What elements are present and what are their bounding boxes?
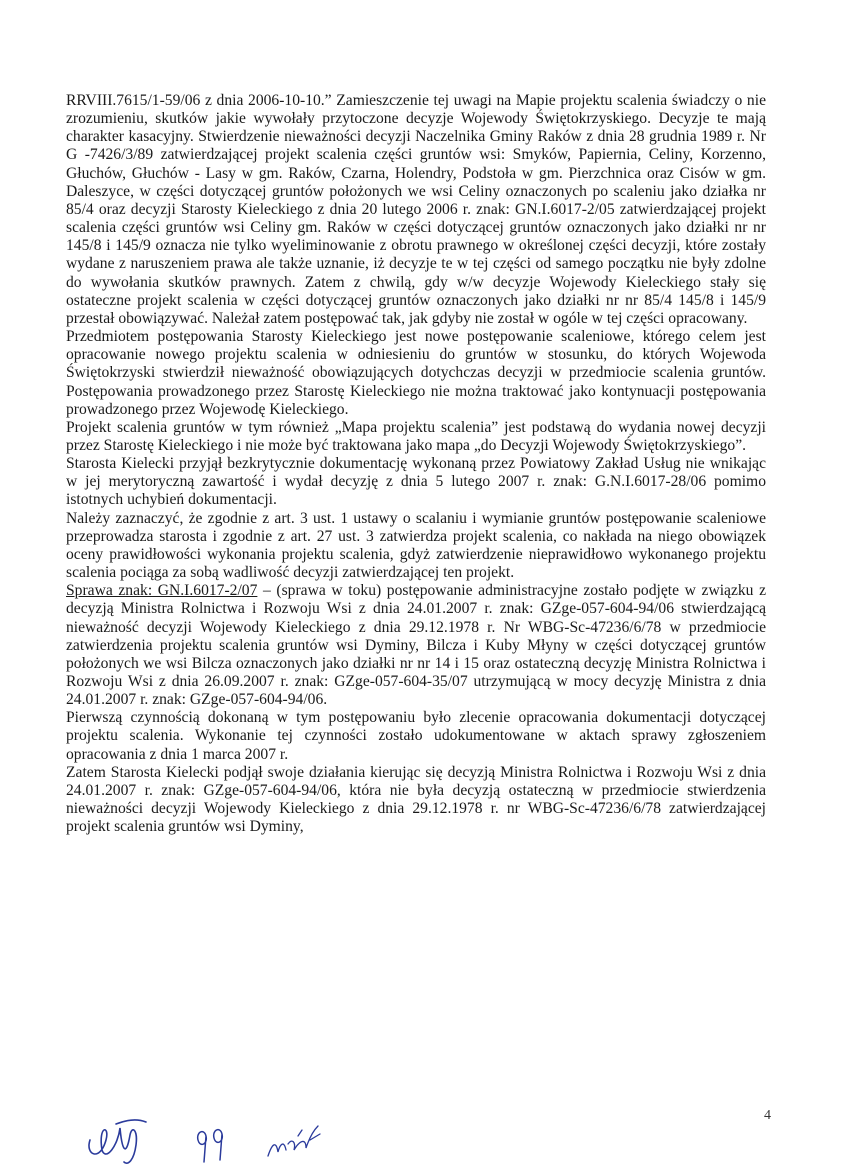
page-number: 4: [764, 1108, 771, 1123]
paragraph-6: [66, 582, 766, 709]
signature-3: [268, 1126, 320, 1156]
paragraph-3: Projekt scalenia gruntów w tym również „Mapa projektu scalenia” jest podstawą do wydania nowej decyzji przez Starostę Kieleckiego i nie może być traktowana jako mapa „do Decyzji Wojewody Świętokrzyskiego”.: [66, 418, 766, 454]
paragraph-8: Zatem Starosta Kielecki podjął swoje działania kierując się decyzją Ministra Rolnictwa i Rozwoju Wsi z dnia 24.01.2007 r. znak: GZge-057-604-94/06, która nie była decyzją ostateczną w przedmiocie stwierdzenia nieważności decyzji Wojewody Kieleckiego z dnia 29.12.1978 r. nr WBG-Sc-47236/6/78 zatwierdzającej projekt scalenia gruntów wsi Dyminy,: [66, 763, 766, 836]
signature-graphic: [80, 1100, 340, 1170]
paragraph-4: Starosta Kielecki przyjął bezkrytycznie dokumentację wykonaną przez Powiatowy Zakład Usług nie wnikając w jej merytoryczną zawartość i wydał decyzję z dnia 5 lutego 2007 r. znak: G.N.I.6017-28/06 pomimo istotnych uchybień dokumentacji.: [66, 455, 766, 509]
paragraph-7: Pierwszą czynnością dokonaną w tym postępowaniu było zlecenie opracowania dokumentacji dotyczącej projektu scalenia. Wykonanie tej czynności zostało udokumentowane w aktach sprawy zgłoszeniem opracowania z dnia 1 marca 2007 r.: [66, 709, 766, 763]
signature-1: [89, 1120, 146, 1163]
case-reference: Sprawa znak: GN.I.6017-2/07: [66, 582, 258, 600]
handwritten-signatures: [80, 1100, 340, 1170]
paragraph-6-text: – (sprawa w toku) postępowanie administracyjne zostało podjęte w związku z decyzją Ministra Rolnictwa i Rozwoju Wsi z dnia 24.01.2007 r. znak: GZge-057-604-94/06 stwierdzającą nieważność decyzji Wojewody Kieleckiego z dnia 29.12.1978 r. Nr WBG-Sc-47236/6/78 w przedmiocie zatwierdzenia projektu scalenia gruntów wsi Dyminy, Bilcza i Kuby Młyny w części dotyczącej gruntów położonych we wsi Bilcza oznaczonych jako działki nr nr 14 i 15 oraz ostateczną decyzję Ministra Rolnictwa i Rozwoju Wsi z dnia 26.09.2007 r. znak: GZge-057-604-35/07 utrzymującą w mocy decyzję Ministra z dnia 24.01.2007 r. znak: GZge-057-604-94/06.: [66, 582, 767, 709]
paragraph-1: RRVIII.7615/1-59/06 z dnia 2006-10-10.” Zamieszczenie tej uwagi na Mapie projektu scalenia świadczy o nie zrozumieniu, skutków jakie wywołały przytoczone decyzje Wojewody Świętokrzyskiego. Decyzje te mają charakter kasacyjny. Stwierdzenie nieważności decyzji Naczelnika Gminy Raków z dnia 28 grudnia 1989 r. Nr G -7426/3/89 zatwierdzającej projekt scalenia części gruntów wsi: Smyków, Papiernia, Celiny, Korzenno, Głuchów, Głuchów - Lasy w gm. Raków, Czarna, Holendry, Podstoła w gm. Pierzchnica oraz Cisów w gm. Daleszyce, w części dotyczącej gruntów położonych we wsi Celiny oznaczonych po scaleniu jako działka nr 85/4 oraz decyzji Starosty Kieleckiego z dnia 20 lutego 2006 r. znak: GN.I.6017-2/05 zatwierdzającej projekt scalenia części gruntów wsi Celiny gm. Raków w części dotyczącej gruntów oznaczonych jako działki nr nr 145/8 i 145/9 oznacza nie tylko wyeliminowanie z obrotu prawnego w określonej części decyzji, które zostały wydane z naruszeniem prawa ale także uznanie, iż decyzje te w tej części od samego początku nie były zdolne do wywołania skutków prawnych. Zatem z chwilą, gdy w/w decyzje Wojewody Kieleckiego stały się ostateczne projekt scalenia w części dotyczącej gruntów oznaczonych jako działki nr nr 85/4 145/8 i 145/9 przestał obowiązywać. Należał zatem postępować tak, jak gdyby nie został w ogóle w tej części opracowany.: [66, 92, 766, 327]
signature-2: [198, 1130, 223, 1162]
paragraph-5: Należy zaznaczyć, że zgodnie z art. 3 ust. 1 ustawy o scalaniu i wymianie gruntów postępowanie scaleniowe przeprowadza starosta i zgodnie z art. 27 ust. 3 zatwierdza projekt scalenia, co nakłada na niego obowiązek oceny prawidłowości wykonania projektu scalenia, gdyż zatwierdzenie nieprawidłowo wykonanego projektu scalenia pociąga za sobą wadliwość decyzji zatwierdzającej ten projekt.: [66, 509, 766, 582]
document-body: [66, 92, 766, 836]
paragraph-2: Przedmiotem postępowania Starosty Kieleckiego jest nowe postępowanie scaleniowe, którego celem jest opracowanie nowego projektu scalenia w odniesieniu do gruntów w stosunku, do których Wojewoda Świętokrzyski stwierdził nieważność obowiązujących dotychczas decyzji w przedmiocie scalenia gruntów. Postępowania prowadzonego przez Starostę Kieleckiego nie można traktować jako kontynuacji postępowania prowadzonego przez Wojewodę Kieleckiego.: [66, 328, 766, 418]
